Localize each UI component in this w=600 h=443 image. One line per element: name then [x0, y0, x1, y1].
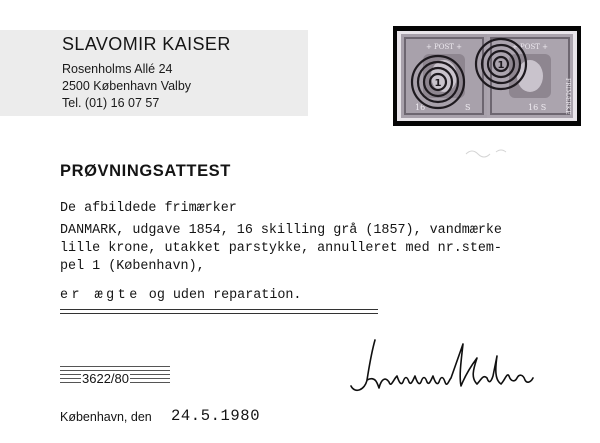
- certificate-title: PRØVNINGSATTEST: [60, 162, 231, 180]
- svg-text:16: 16: [415, 103, 426, 112]
- certificate-body-line-1: DANMARK, udgave 1854, 16 skilling grå (1857), vandmærke: [60, 223, 502, 238]
- svg-text:1: 1: [434, 78, 442, 89]
- svg-text:16 S: 16 S: [528, 103, 547, 112]
- issuer-city: 2500 København Valby: [62, 79, 192, 93]
- verdict-genuine: er ægte: [60, 288, 141, 303]
- verdict-no-repair: og uden reparation.: [140, 288, 302, 303]
- issue-city-label: København, den: [60, 410, 152, 424]
- issuer-street: Rosenholms Allé 24: [62, 62, 173, 76]
- certificate-body-line-2: lille krone, utakket parstykke, annulleret med nr.stem-: [60, 241, 502, 256]
- svg-text:+ POST +: + POST +: [425, 43, 463, 51]
- stamp-pair-photo: [393, 26, 581, 126]
- issuer-name: SLAVOMIR KAISER: [62, 34, 231, 54]
- issue-date: 24.5.1980: [171, 407, 261, 425]
- verdict-underline: [60, 309, 378, 314]
- svg-text:FRIMÆRKE: FRIMÆRKE: [564, 78, 571, 115]
- pencil-mark-icon: [462, 142, 522, 162]
- certificate-number: 3622/80: [82, 371, 129, 386]
- letterhead-box: [0, 30, 308, 116]
- stamp-pair-photo-icon: [393, 26, 581, 126]
- svg-text:S: S: [465, 103, 471, 112]
- issuer-phone: Tel. (01) 16 07 57: [62, 96, 160, 110]
- certificate-body-line-3: pel 1 (København),: [60, 259, 205, 274]
- certificate-intro: De afbildede frimærker: [60, 201, 237, 216]
- signature-icon: [345, 336, 575, 398]
- svg-text:+ POST +: + POST +: [511, 43, 549, 51]
- svg-text:1: 1: [497, 60, 505, 71]
- certificate-verdict: [60, 288, 301, 303]
